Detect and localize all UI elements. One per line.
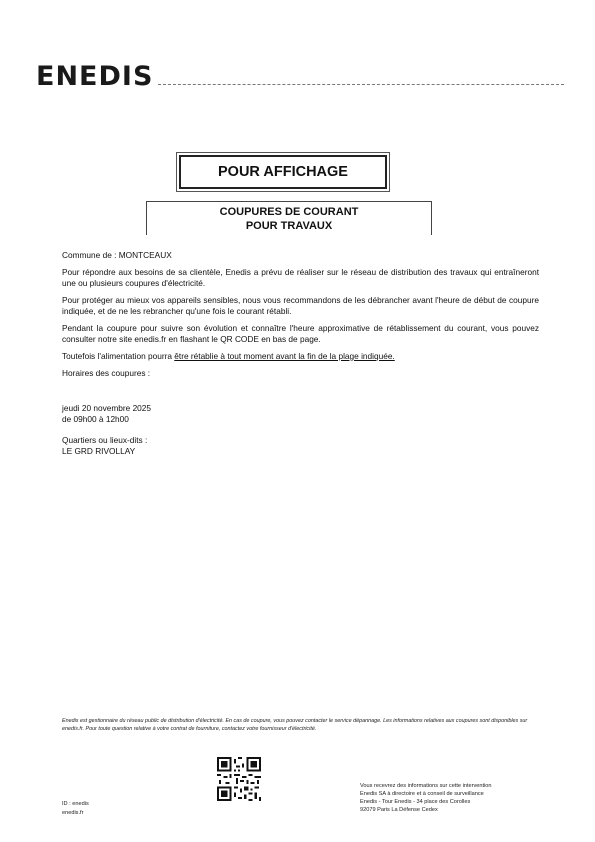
display-label-box [179,155,387,189]
paragraph-follow: Pendant la coupure pour suivre son évolution et connaître l'heure approximative de rétablissement du courant, vous pouvez consulter notre site enedis.fr en flashant le QR CODE en bas de page. [62,323,539,344]
footer-info-line1: Vous recevrez des informations sur cette intervention [360,783,492,789]
header-rule [158,84,564,85]
paragraph-restore [62,351,539,362]
footer-id: ID : enedis [62,801,89,807]
paragraph-protect: Pour protéger au mieux vos appareils sensibles, nous vous recommandons de les débrancher avant l'heure de début de coupure indiquée, et de ne les rebrancher qu'une fois le courant rétabli. [62,295,539,316]
footer-right [360,782,550,814]
place-name: LE GRD RIVOLLAY [62,446,136,456]
footer-left [62,800,89,818]
enedis-logo: ENEDIS [36,61,154,92]
legal-notice: Enedis est gestionnaire du réseau public de distribution d'électricité. En cas de coupure, vous pouvez contacter le service dépannage. Les informations relatives aux coupures sont disponibles sur enedis.fr. Pour toute question relative à votre contrat de fourniture, contactez votre fournisseur d'électricité. [62,718,528,732]
places-label: Quartiers ou lieux-dits : [62,435,148,445]
qr-code[interactable] [217,757,261,801]
footer-info-line4: 92079 Paris La Défense Cedex [360,807,438,813]
notice-title-box [146,201,432,235]
footer-website-link[interactable]: enedis.fr [62,810,84,816]
paragraph-intro: Pour répondre aux besoins de sa clientèle, Enedis a prévu de réaliser sur le réseau de distribution des travaux qui entraîneront une ou plusieurs coupures d'électricité. [62,267,539,288]
notice-body [62,250,539,457]
footer-info-line3: Enedis - Tour Enedis - 34 place des Corolles [360,799,471,805]
commune-line: Commune de : MONTCEAUX [62,250,172,260]
notice-title-line1: COUPURES DE COURANT [219,206,359,218]
outage-time: de 09h00 à 12h00 [62,414,129,424]
outage-date: jeudi 20 novembre 2025 [62,403,152,413]
display-label: POUR AFFICHAGE [218,164,348,180]
footer-info-line2: Enedis SA à directoire et à conseil de surveillance [360,791,484,797]
notice-title-line2: POUR TRAVAUX [245,220,333,232]
hours-label: Horaires des coupures : [62,368,151,378]
restore-text: Toutefois l'alimentation pourra [62,351,175,361]
restore-underlined-text: être rétablie à tout moment avant la fin de la plage indiquée. [174,351,395,361]
